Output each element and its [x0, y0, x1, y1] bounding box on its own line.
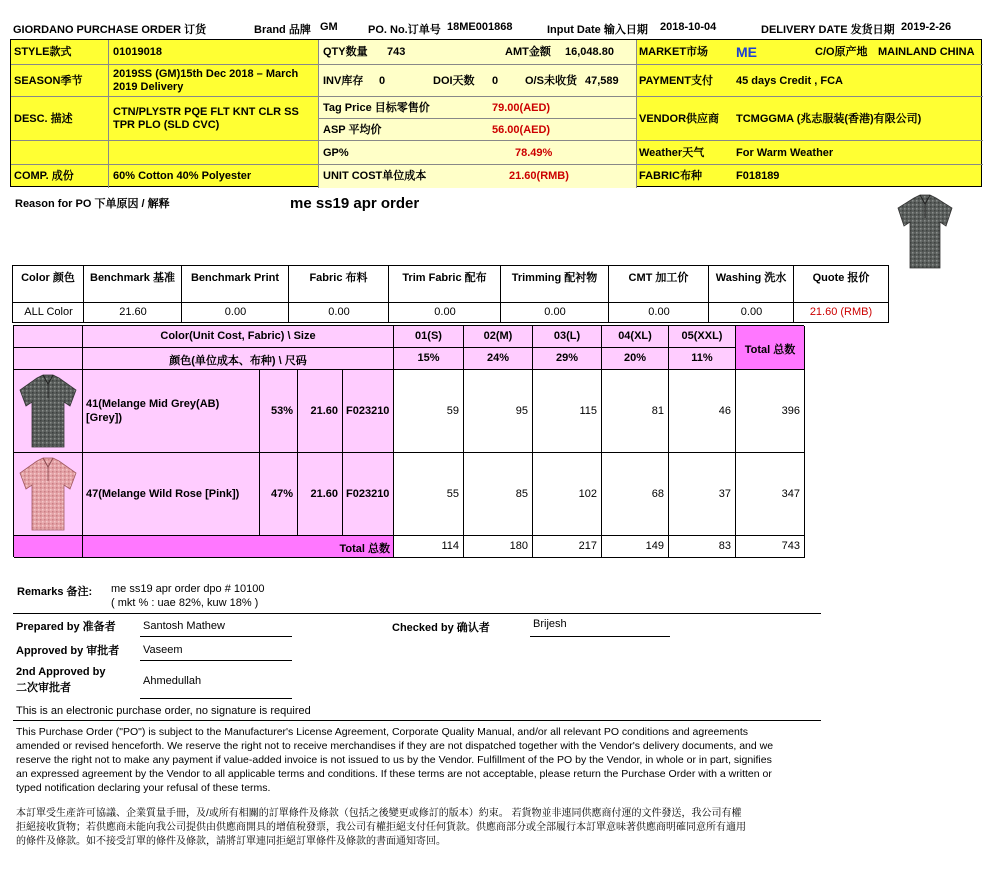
row-total: 347	[781, 488, 800, 500]
reason-label: Reason for PO 下单原因 / 解释	[15, 198, 170, 210]
approved-value: Vaseem	[143, 644, 183, 656]
row-qty-s: 55	[446, 488, 459, 500]
remarks-line2: ( mkt % : uae 82%, kuw 18% )	[111, 597, 259, 609]
vendor-label: VENDOR供应商	[639, 113, 720, 125]
row-qty-s: 59	[446, 405, 459, 417]
size-head-line2: 颜色(单位成本、布种) \ 尺码	[169, 355, 307, 367]
cost-col-trim-fabric: Trim Fabric 配布	[402, 272, 487, 284]
divider	[13, 613, 821, 614]
row-total: 396	[781, 405, 800, 417]
product-thumbnail	[896, 192, 954, 270]
size-breakdown-table	[13, 325, 804, 557]
cost-cell-fabric: 0.00	[328, 306, 350, 318]
po-label: PO. No.订单号	[368, 24, 441, 36]
row-cost: 21.60	[310, 405, 338, 417]
inv-label: INV库存	[323, 75, 364, 87]
cost-cell-benchmark-print: 0.00	[224, 306, 247, 318]
cost-col-benchmark-print: Benchmark Print	[190, 272, 280, 284]
inv-value: 0	[379, 75, 386, 87]
comp-value: 60% Cotton 40% Polyester	[113, 170, 252, 182]
cost-cell-washing: 0.00	[740, 306, 763, 318]
row-qty-m: 95	[515, 405, 528, 417]
tag-price-label: Tag Price 目标零售价	[323, 102, 430, 114]
terms-chinese: 本訂單受生產許可協議、企業質量手冊，及/或所有相關的訂單條件及條款（包括之後變更或修訂的版本）約束。 若貨物並非連同供應商付運的文件發送，我公司有權 拒絕接收貨物；若供應商未能向我公司提供由供應商開具的增值稅發票，我公司有權拒絕支付任何貨款。供應商部分或全部履行本訂單意味著供應商明確同意所有適用 的條件及條款。如不接受訂單的條件及條款，請將訂單連同拒絕訂單條件及條款的書面通知寄回。	[16, 808, 746, 847]
totals-label: Total 总数	[339, 543, 390, 555]
second-approved-label-line2: 二次审批者	[16, 682, 71, 694]
season-value-line2: 2019 Delivery	[113, 81, 184, 93]
remarks-label: Remarks 备注:	[17, 586, 93, 598]
row-fabric: F023210	[346, 488, 390, 500]
style-value: 01019018	[113, 46, 162, 58]
page-title: GIORDANO PURCHASE ORDER 订货	[13, 24, 207, 36]
cost-breakdown-table	[12, 265, 889, 323]
row-qty-xxl: 46	[718, 405, 731, 417]
unit-cost-value: 21.60(RMB)	[509, 170, 569, 182]
total-qty-m: 180	[509, 540, 528, 552]
tag-price-value: 79.00(AED)	[492, 102, 551, 114]
row-qty-xl: 68	[651, 488, 664, 500]
origin-value: MAINLAND CHINA	[878, 46, 975, 58]
checked-underline	[530, 636, 670, 637]
prepared-value: Santosh Mathew	[143, 620, 225, 632]
gp-label: GP%	[323, 147, 349, 159]
doi-label: DOI天数	[433, 75, 475, 87]
size-head-line1: Color(Unit Cost, Fabric) \ Size	[160, 330, 316, 342]
cost-col-fabric: Fabric 布料	[309, 272, 368, 284]
fabric-value: F018189	[736, 170, 780, 182]
row-qty-xl: 81	[651, 405, 664, 417]
row-fabric: F023210	[346, 405, 390, 417]
market-label: MARKET市场	[639, 46, 709, 58]
delivery-date-value: 2019-2-26	[901, 21, 952, 33]
desc-label: DESC. 描述	[14, 113, 73, 125]
input-date-value: 2018-10-04	[660, 21, 717, 33]
desc-value-line1: CTN/PLYSTR PQE FLT KNT CLR SS	[113, 106, 299, 118]
total-qty-s: 114	[441, 540, 459, 552]
season-label: SEASON季节	[14, 75, 83, 87]
cost-col-washing: Washing 洗水	[715, 272, 787, 284]
cost-cell-benchmark: 21.60	[119, 306, 147, 318]
checked-value: Brijesh	[533, 618, 567, 630]
size-ratio-m: 24%	[486, 352, 510, 364]
cost-col-color: Color 颜色	[21, 272, 75, 284]
market-value: ME	[736, 44, 757, 60]
row-qty-l: 115	[579, 405, 597, 417]
second-approved-value: Ahmedullah	[143, 675, 202, 687]
approved-underline	[140, 660, 292, 661]
doi-value: 0	[492, 75, 499, 87]
row-qty-xxl: 37	[718, 488, 731, 500]
payment-value: 45 days Credit , FCA	[736, 75, 843, 87]
size-col-m: 02(M)	[483, 330, 513, 342]
row-color-line1: 41(Melange Mid Grey(AB)	[86, 398, 220, 410]
total-qty-xl: 149	[645, 540, 664, 552]
weather-value: For Warm Weather	[736, 147, 834, 159]
row-color-line2: [Grey])	[86, 412, 123, 424]
cost-cell-cmt: 0.00	[648, 306, 670, 318]
row-pct: 47%	[270, 488, 293, 500]
payment-label: PAYMENT支付	[639, 75, 713, 87]
total-qty-l: 217	[578, 540, 597, 552]
input-date-label: Input Date 输入日期	[547, 24, 648, 36]
brand-value: GM	[320, 21, 338, 33]
qty-value: 743	[387, 46, 406, 58]
second-approved-underline	[140, 698, 292, 699]
row-color-line1: 47(Melange Wild Rose [Pink])	[86, 488, 240, 500]
asp-label: ASP 平均价	[323, 124, 382, 136]
prepared-label: Prepared by 准备者	[16, 621, 116, 633]
size-col-total: Total 总数	[744, 344, 796, 356]
delivery-date-label: DELIVERY DATE 发货日期	[761, 24, 895, 36]
style-label: STYLE款式	[14, 46, 72, 58]
comp-label: COMP. 成份	[14, 170, 74, 182]
brand-label: Brand 品牌	[254, 24, 311, 36]
os-label: O/S未收货	[525, 75, 577, 87]
second-approved-label-line1: 2nd Approved by	[16, 666, 106, 678]
cost-col-benchmark: Benchmark 基准	[90, 272, 175, 284]
remarks-line1: me ss19 apr order dpo # 10100	[111, 583, 265, 595]
size-col-s: 01(S)	[415, 330, 442, 342]
electronic-notice: This is an electronic purchase order, no signature is required	[16, 705, 311, 717]
total-qty-xxl: 83	[718, 540, 731, 552]
cost-cell-color: ALL Color	[24, 306, 73, 318]
asp-value: 56.00(AED)	[492, 124, 551, 136]
grey-shirt-thumbnail	[14, 370, 83, 453]
cost-col-cmt: CMT 加工价	[628, 272, 689, 284]
cost-cell-trim-fabric: 0.00	[434, 306, 456, 318]
pink-shirt-thumbnail	[14, 453, 83, 536]
cost-cell-trimming: 0.00	[544, 306, 566, 318]
reason-value: me ss19 apr order	[290, 195, 420, 212]
order-info-table	[10, 39, 982, 187]
grand-total: 743	[781, 540, 800, 552]
size-col-l: 03(L)	[553, 330, 581, 342]
size-ratio-l: 29%	[555, 352, 579, 364]
po-value: 18ME001868	[447, 21, 513, 33]
fabric-label: FABRIC布种	[639, 170, 702, 182]
cost-col-quote: Quote 报价	[812, 272, 870, 284]
os-value: 47,589	[585, 75, 619, 87]
size-col-xxl: 05(XXL)	[681, 330, 723, 342]
row-pct: 53%	[270, 405, 293, 417]
amt-value: 16,048.80	[565, 46, 614, 58]
size-ratio-s: 15%	[417, 352, 440, 364]
origin-label: C/O原产地	[815, 46, 868, 58]
row-cost: 21.60	[310, 488, 338, 500]
row-qty-l: 102	[578, 488, 597, 500]
divider	[13, 720, 821, 721]
approved-label: Approved by 审批者	[16, 645, 120, 657]
terms-english: This Purchase Order ("PO") is subject to the Manufacturer's License Agreement, Corporate Quality Manual, and/or all relevant PO conditions and agreements amended or revised henceforth. We reserve the right not to receive merchandises if they are not dispatched together with the Vendor's delivery documents, and we reserve the right not to make any payment if value-added invoice is not issued to us by the Vendor. Fulfillment of the PO by the Vendor, in whole or in part, signifies an expressed agreement by the Vendor to all applicable terms and conditions. If these terms are not acceptable, please return the Purchase Order with a written or typed notification declaring your refusal of these terms.	[16, 726, 774, 794]
cost-col-trimming: Trimming 配衬物	[511, 272, 598, 284]
desc-value-line2: TPR PLO (SLD CVC)	[113, 119, 220, 131]
size-ratio-xl: 20%	[623, 352, 647, 364]
prepared-underline	[140, 636, 292, 637]
weather-label: Weather天气	[639, 147, 705, 159]
season-value-line1: 2019SS (GM)15th Dec 2018 – March	[113, 68, 299, 80]
vendor-value: TCMGGMA (兆志服装(香港)有限公司)	[736, 113, 922, 125]
unit-cost-label: UNIT COST单位成本	[323, 170, 427, 182]
qty-label: QTY数量	[323, 46, 368, 58]
row-qty-m: 85	[515, 488, 528, 500]
size-ratio-xxl: 11%	[691, 352, 713, 364]
checked-label: Checked by 确认者	[392, 622, 490, 634]
amt-label: AMT金额	[505, 46, 551, 58]
gp-value: 78.49%	[515, 147, 553, 159]
size-col-xl: 04(XL)	[618, 330, 652, 342]
cost-cell-quote: 21.60 (RMB)	[809, 306, 873, 318]
